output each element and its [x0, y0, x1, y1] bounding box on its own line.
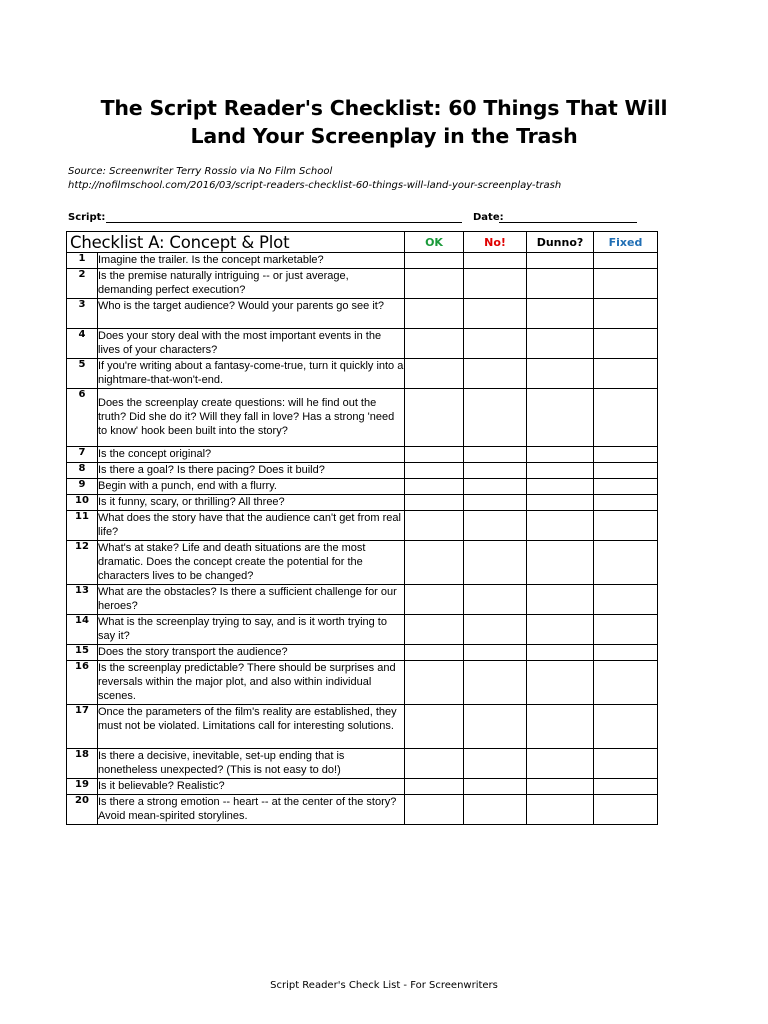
checkbox-no[interactable]	[464, 495, 527, 511]
checklist-row	[67, 299, 658, 329]
checkbox-no[interactable]	[464, 541, 527, 585]
item-question: What does the story have that the audience can't get from real life?	[98, 511, 405, 541]
checkbox-ok[interactable]	[405, 615, 464, 645]
item-number: 13	[67, 585, 98, 615]
checkbox-fixed[interactable]	[594, 661, 658, 705]
checklist-row	[67, 585, 658, 615]
checkbox-ok[interactable]	[405, 495, 464, 511]
checkbox-fixed[interactable]	[594, 253, 658, 269]
checkbox-no[interactable]	[464, 359, 527, 389]
checkbox-ok[interactable]	[405, 585, 464, 615]
section-title: Checklist A: Concept & Plot	[67, 232, 405, 253]
item-question: Is there a decisive, inevitable, set-up ending that is nonetheless unexpected? (This is not easy to do!)	[98, 749, 405, 779]
checkbox-no[interactable]	[464, 253, 527, 269]
source-url: http://nofilmschool.com/2016/03/script-readers-checklist-60-things-will-land-your-screenplay-trash	[68, 180, 562, 191]
checklist-row	[67, 447, 658, 463]
checkbox-fixed[interactable]	[594, 749, 658, 779]
item-number: 5	[67, 359, 98, 389]
checkbox-dunno[interactable]	[527, 541, 594, 585]
checkbox-fixed[interactable]	[594, 779, 658, 795]
checklist-row	[67, 479, 658, 495]
item-question: If you're writing about a fantasy-come-true, turn it quickly into a nightmare-that-won't-end.	[98, 359, 405, 389]
checkbox-dunno[interactable]	[527, 359, 594, 389]
checkbox-no[interactable]	[464, 615, 527, 645]
item-number: 19	[67, 779, 98, 795]
checklist-row	[67, 749, 658, 779]
item-question: Is there a goal? Is there pacing? Does it build?	[98, 463, 405, 479]
item-number: 16	[67, 661, 98, 705]
checklist-body	[67, 253, 658, 825]
checkbox-no[interactable]	[464, 269, 527, 299]
item-question: What is the screenplay trying to say, and is it worth trying to say it?	[98, 615, 405, 645]
checkbox-dunno[interactable]	[527, 779, 594, 795]
checkbox-ok[interactable]	[405, 795, 464, 825]
checkbox-ok[interactable]	[405, 447, 464, 463]
checkbox-fixed[interactable]	[594, 795, 658, 825]
date-label: Date:	[473, 212, 504, 223]
checkbox-no[interactable]	[464, 705, 527, 749]
checkbox-ok[interactable]	[405, 359, 464, 389]
checklist-row	[67, 389, 658, 447]
checkbox-no[interactable]	[464, 329, 527, 359]
checklist-row	[67, 511, 658, 541]
checkbox-ok[interactable]	[405, 511, 464, 541]
title-line-2: Land Your Screenplay in the Trash	[190, 124, 578, 148]
item-number: 3	[67, 299, 98, 329]
item-question: Is the screenplay predictable? There should be surprises and reversals within the major plot, and also within individual scenes.	[98, 661, 405, 705]
checkbox-fixed[interactable]	[594, 541, 658, 585]
item-question: Is the premise naturally intriguing -- or just average, demanding perfect execution?	[98, 269, 405, 299]
checkbox-dunno[interactable]	[527, 585, 594, 615]
title-line-1: The Script Reader's Checklist: 60 Things That Will	[100, 96, 668, 120]
item-question: What's at stake? Life and death situations are the most dramatic. Does the concept create the potential for the characters lives to be changed?	[98, 541, 405, 585]
checkbox-ok[interactable]	[405, 779, 464, 795]
script-label: Script:	[68, 212, 106, 223]
column-header-ok: OK	[405, 232, 464, 253]
item-number: 18	[67, 749, 98, 779]
checkbox-dunno[interactable]	[527, 749, 594, 779]
checkbox-dunno[interactable]	[527, 645, 594, 661]
checkbox-fixed[interactable]	[594, 447, 658, 463]
checkbox-fixed[interactable]	[594, 585, 658, 615]
checkbox-no[interactable]	[464, 463, 527, 479]
checklist-row	[67, 661, 658, 705]
checkbox-dunno[interactable]	[527, 705, 594, 749]
checkbox-dunno[interactable]	[527, 447, 594, 463]
checkbox-no[interactable]	[464, 779, 527, 795]
checkbox-no[interactable]	[464, 511, 527, 541]
item-question: Does the story transport the audience?	[98, 645, 405, 661]
checkbox-fixed[interactable]	[594, 479, 658, 495]
checkbox-fixed[interactable]	[594, 615, 658, 645]
checklist-row	[67, 269, 658, 299]
item-number: 11	[67, 511, 98, 541]
checkbox-dunno[interactable]	[527, 795, 594, 825]
checkbox-no[interactable]	[464, 795, 527, 825]
checklist-row	[67, 779, 658, 795]
checkbox-fixed[interactable]	[594, 705, 658, 749]
item-number: 14	[67, 615, 98, 645]
checkbox-fixed[interactable]	[594, 389, 658, 447]
checkbox-ok[interactable]	[405, 463, 464, 479]
checkbox-ok[interactable]	[405, 329, 464, 359]
checklist-row	[67, 705, 658, 749]
checklist-table	[66, 231, 658, 825]
column-header-no: No!	[464, 232, 527, 253]
checkbox-no[interactable]	[464, 585, 527, 615]
checkbox-ok[interactable]	[405, 269, 464, 299]
checkbox-fixed[interactable]	[594, 495, 658, 511]
item-question: Does your story deal with the most important events in the lives of your characters?	[98, 329, 405, 359]
checkbox-ok[interactable]	[405, 479, 464, 495]
checkbox-ok[interactable]	[405, 645, 464, 661]
script-field[interactable]	[106, 222, 462, 223]
item-number: 8	[67, 463, 98, 479]
column-header-fixed: Fixed	[594, 232, 658, 253]
checkbox-ok[interactable]	[405, 705, 464, 749]
checklist-row	[67, 495, 658, 511]
checkbox-fixed[interactable]	[594, 359, 658, 389]
checkbox-no[interactable]	[464, 645, 527, 661]
checkbox-dunno[interactable]	[527, 479, 594, 495]
item-number: 6	[67, 389, 98, 447]
checkbox-dunno[interactable]	[527, 389, 594, 447]
item-number: 2	[67, 269, 98, 299]
item-number: 7	[67, 447, 98, 463]
item-question: Is there a strong emotion -- heart -- at the center of the story? Avoid mean-spirited storylines.	[98, 795, 405, 825]
checkbox-no[interactable]	[464, 447, 527, 463]
checklist-row	[67, 541, 658, 585]
checklist-header-row	[67, 232, 658, 253]
item-number: 17	[67, 705, 98, 749]
checkbox-dunno[interactable]	[527, 329, 594, 359]
checkbox-dunno[interactable]	[527, 463, 594, 479]
item-number: 20	[67, 795, 98, 825]
page-footer: Script Reader's Check List - For Screenwriters	[270, 980, 498, 991]
checkbox-ok[interactable]	[405, 541, 464, 585]
checklist-row	[67, 615, 658, 645]
checkbox-dunno[interactable]	[527, 253, 594, 269]
checkbox-no[interactable]	[464, 661, 527, 705]
checklist-row	[67, 463, 658, 479]
checkbox-dunno[interactable]	[527, 269, 594, 299]
item-question: Who is the target audience? Would your parents go see it?	[98, 299, 405, 329]
checkbox-dunno[interactable]	[527, 661, 594, 705]
checkbox-no[interactable]	[464, 299, 527, 329]
checklist-row	[67, 795, 658, 825]
checklist-row	[67, 359, 658, 389]
source-block	[68, 165, 561, 193]
checkbox-ok[interactable]	[405, 661, 464, 705]
checkbox-no[interactable]	[464, 389, 527, 447]
item-number: 15	[67, 645, 98, 661]
checkbox-ok[interactable]	[405, 749, 464, 779]
item-question: Is it believable? Realistic?	[98, 779, 405, 795]
checkbox-ok[interactable]	[405, 299, 464, 329]
item-number: 4	[67, 329, 98, 359]
source-credit: Source: Screenwriter Terry Rossio via No Film School	[68, 166, 333, 177]
date-field[interactable]	[499, 222, 637, 223]
checkbox-ok[interactable]	[405, 253, 464, 269]
page-title	[0, 94, 768, 150]
checkbox-fixed[interactable]	[594, 329, 658, 359]
checkbox-fixed[interactable]	[594, 299, 658, 329]
checkbox-ok[interactable]	[405, 389, 464, 447]
checkbox-dunno[interactable]	[527, 495, 594, 511]
item-number: 9	[67, 479, 98, 495]
checkbox-no[interactable]	[464, 479, 527, 495]
checklist-row	[67, 329, 658, 359]
item-number: 10	[67, 495, 98, 511]
item-question: Once the parameters of the film's reality are established, they must not be violated. Limitations call for interesting solutions.	[98, 705, 405, 749]
checkbox-no[interactable]	[464, 749, 527, 779]
checklist-row	[67, 253, 658, 269]
checkbox-fixed[interactable]	[594, 511, 658, 541]
item-number: 12	[67, 541, 98, 585]
item-question: Begin with a punch, end with a flurry.	[98, 479, 405, 495]
item-question: Imagine the trailer. Is the concept marketable?	[98, 253, 405, 269]
item-question: Is it funny, scary, or thrilling? All three?	[98, 495, 405, 511]
checkbox-dunno[interactable]	[527, 299, 594, 329]
item-question: Does the screenplay create questions: will he find out the truth? Did she do it? Will they fall in love? Has a strong 'need to know' hook been built into the story?	[98, 389, 405, 447]
item-question: What are the obstacles? Is there a sufficient challenge for our heroes?	[98, 585, 405, 615]
checkbox-fixed[interactable]	[594, 645, 658, 661]
checkbox-fixed[interactable]	[594, 269, 658, 299]
checkbox-dunno[interactable]	[527, 615, 594, 645]
item-question: Is the concept original?	[98, 447, 405, 463]
checkbox-dunno[interactable]	[527, 511, 594, 541]
checkbox-fixed[interactable]	[594, 463, 658, 479]
item-number: 1	[67, 253, 98, 269]
checklist-row	[67, 645, 658, 661]
column-header-dunno: Dunno?	[527, 232, 594, 253]
